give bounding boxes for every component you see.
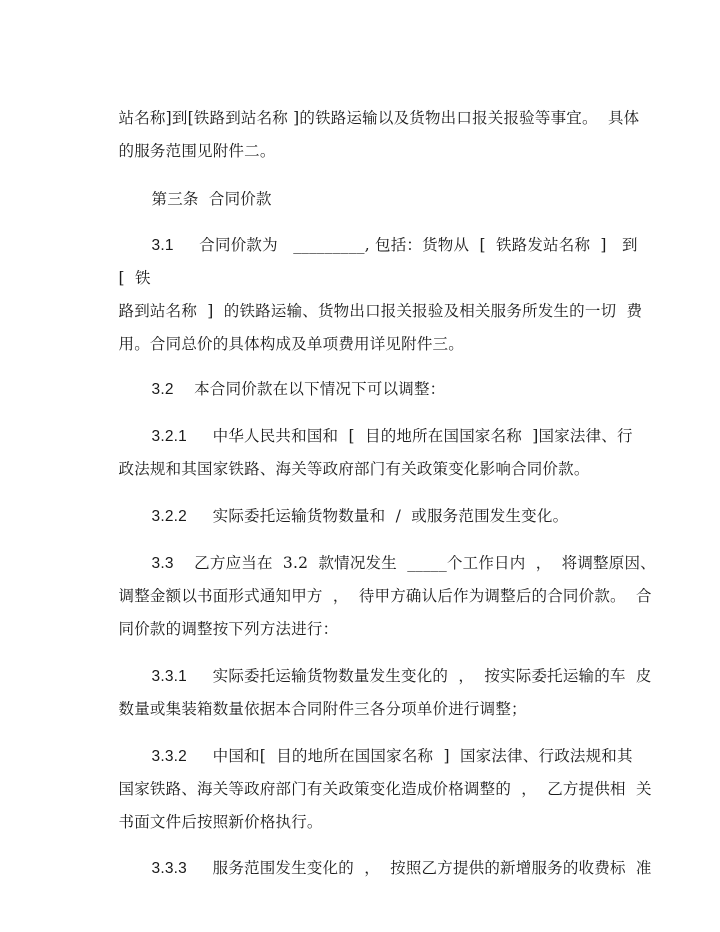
line-text: 用。合同总价的具体构成及单项费用详见附件三。 — [118, 335, 464, 353]
line-text: [ 铁 — [118, 269, 151, 287]
line-text: 实际委托运输货物数量和 / 或服务范围发生变化。 — [187, 507, 569, 525]
line-text: 同价款的调整按下列方法进行： — [118, 620, 339, 638]
clause-number: 3.1 — [151, 237, 174, 254]
line-text: 实际委托运输货物数量发生变化的 ， 按实际委托运输的车 皮 — [187, 667, 652, 685]
heading-text: 第三条 合同价款 — [151, 190, 272, 208]
line-text: 本合同价款在以下情况下可以调整： — [173, 380, 446, 398]
clause-number: 3.2.2 — [151, 508, 187, 525]
line-text: 中华人民共和国和 [ 目的地所在国国家名称 ]国家法律、行 — [187, 427, 633, 445]
line-text: 合同价款为 _________, 包括：货物从 [ 铁路发站名称 ] 到 — [173, 236, 638, 254]
line-text: 站名称]到[铁路到站名称 ]的铁路运输以及货物出口报关报验等事宜。 具体 — [118, 109, 640, 127]
line-text: 调整金额以书面形式通知甲方 ， 待甲方确认后作为调整后的合同价款。 合 — [118, 587, 652, 605]
line-text: 服务范围发生变化的 ， 按照乙方提供的新增服务的收费标 准 — [187, 859, 652, 877]
clause-number: 3.2 — [151, 381, 174, 398]
line-text: 路到站名称 ] 的铁路运输、货物出口报关报验及相关服务所发生的一切 费 — [118, 302, 643, 320]
line-text: 政法规和其国家铁路、海关等政府部门有关政策变化影响合同价款。 — [118, 460, 590, 478]
line-text: 数量或集装箱数量依据本合同附件三各分项单价进行调整； — [118, 700, 527, 718]
clause-number: 3.2.1 — [151, 428, 187, 445]
line-text: 乙方应当在 3.2 款情况发生 _____个工作日内 ， 将调整原因、 — [173, 554, 656, 572]
clause-number: 3.3.2 — [151, 748, 187, 765]
line-text: 中国和[ 目的地所在国国家名称 ] 国家法律、行政法规和其 — [187, 747, 633, 765]
clause-number: 3.3.3 — [151, 860, 187, 877]
clause-number: 3.3.1 — [151, 668, 187, 685]
line-text: 国家铁路、海关等政府部门有关政策变化造成价格调整的 ， 乙方提供相 关 — [118, 780, 652, 798]
line-text: 书面文件后按照新价格执行。 — [118, 813, 323, 831]
clause-number: 3.3 — [151, 555, 174, 572]
line-text: 的服务范围见附件二。 — [118, 142, 276, 160]
clause-line — [131, 838, 652, 899]
clause-line — [131, 215, 638, 276]
